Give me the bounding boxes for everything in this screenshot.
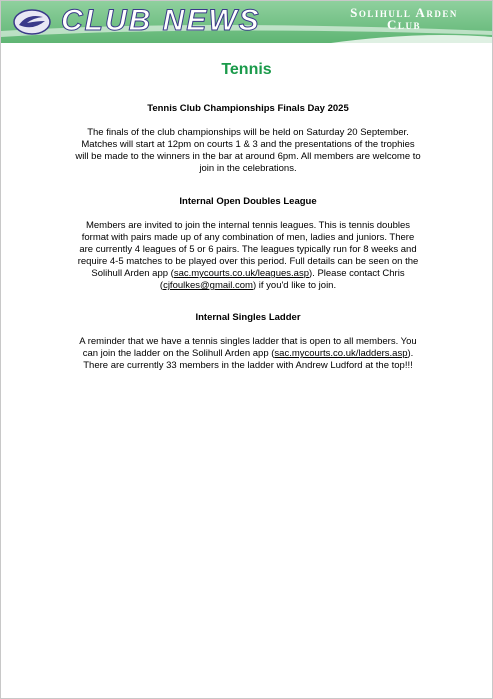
section-heading: Tennis: [221, 61, 272, 78]
article-doubles-league: [75, 196, 421, 292]
article-body: The finals of the club championships will be held on Saturday 20 September. Matches will start at 12pm on courts 1 & 3 and the presentations of the trophies will be made to the winners in the bar at around 6pm. All members are welcome to join in the celebrations.: [75, 127, 421, 174]
article-title: Internal Singles Ladder: [195, 312, 301, 323]
club-name: [324, 7, 484, 31]
article-body-text: ) if you'd like to join.: [252, 280, 337, 291]
article-body-text: A reminder that we have a tennis singles ladder that is open to all members. You can join the ladder on the Solihull Arden app (: [79, 336, 417, 359]
leagues-link[interactable]: sac.mycourts.co.uk/leagues.asp: [173, 268, 309, 279]
article-body: [75, 336, 421, 372]
club-swoosh-logo-icon: [13, 9, 51, 35]
article-body-text: Members are invited to join the internal tennis leagues. This is tennis doubles format with pairs made up of any combination of men, ladies and juniors. There are currently 4 leagues of 5 or 6 pairs. The leagues typically run for 8 weeks and require 4-5 matches to be played over this period. Full details can be seen on the Solihull Arden app (: [77, 220, 419, 279]
ladders-link[interactable]: sac.mycourts.co.uk/ladders.asp: [274, 348, 408, 359]
email-link[interactable]: cjfoulkes@gmail.com: [163, 280, 253, 291]
article-body: [75, 220, 421, 292]
club-news-banner: [1, 1, 492, 43]
article-body-text: ). Please contact Chris (: [159, 268, 405, 291]
article-championships: [75, 103, 421, 175]
article-title: Tennis Club Championships Finals Day 2025: [147, 103, 349, 114]
club-name-line1: Solihull Arden: [350, 5, 458, 20]
article-body-text: ). There are currently 33 members in the ladder with Andrew Ludford at the top!!!: [83, 348, 414, 371]
club-name-line2: Club: [387, 17, 421, 32]
article-singles-ladder: [75, 312, 421, 372]
banner-title: CLUB NEWS: [61, 4, 261, 37]
article-title: Internal Open Doubles League: [179, 196, 317, 207]
